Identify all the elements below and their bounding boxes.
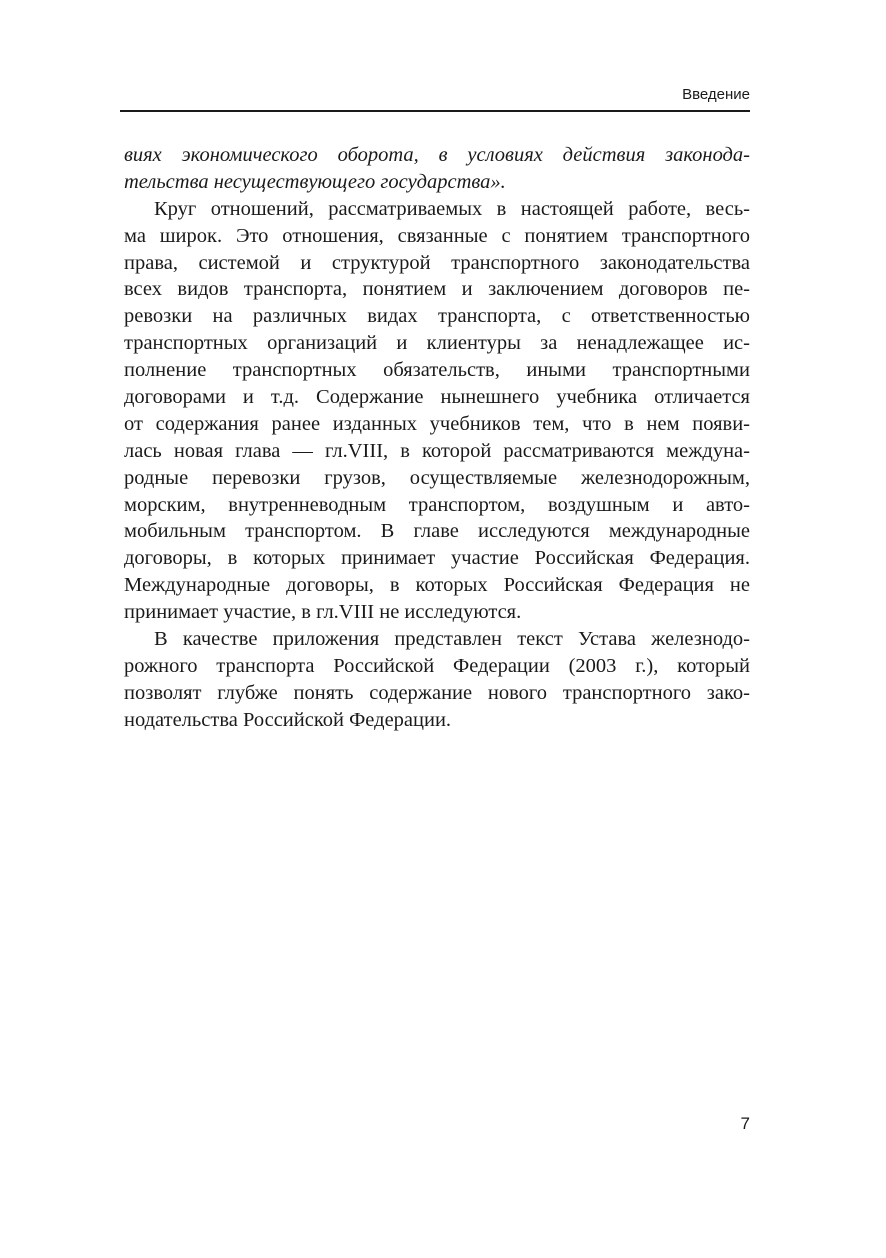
running-header-section-title: Введение: [682, 86, 750, 103]
body-line: Международные договоры, в которых Российская Федерация не: [124, 574, 750, 597]
body-line: рожного транспорта Российской Федерации (2003 г.), который: [124, 654, 750, 677]
body-line: всех видов транспорта, понятием и заключением договоров пе-: [124, 278, 750, 301]
body-line: полнение транспортных обязательств, иными транспортными: [124, 359, 750, 382]
body-line: принимает участие, в гл.VIII не исследуются.: [124, 601, 522, 624]
body-line: ма широк. Это отношения, связанные с понятием транспортного: [124, 224, 750, 247]
body-line: Круг отношений, рассматриваемых в настоящей работе, весь-: [154, 197, 750, 220]
body-line: родные перевозки грузов, осуществляемые железнодорожным,: [124, 466, 750, 489]
body-line: права, системой и структурой транспортного законодательства: [124, 251, 750, 274]
body-line: тельства несуществующего государства».: [124, 170, 506, 193]
body-line: от содержания ранее изданных учебников тем, что в нем появи-: [124, 412, 750, 435]
body-line: В качестве приложения представлен текст Устава железнодо-: [154, 628, 750, 651]
body-line: мобильным транспортом. В главе исследуются международные: [124, 520, 750, 543]
body-line: морским, внутренневодным транспортом, воздушным и авто-: [124, 493, 750, 516]
body-line: лась новая глава — гл.VIII, в которой рассматриваются междуна-: [124, 439, 750, 462]
header-rule: [120, 110, 750, 112]
body-line: транспортных организаций и клиентуры за ненадлежащее ис-: [124, 332, 750, 355]
body-line: договоры, в которых принимает участие Российская Федерация.: [124, 547, 750, 570]
body-line: виях экономического оборота, в условиях действия законода-: [124, 144, 750, 166]
body-line: нодательства Российской Федерации.: [124, 708, 452, 731]
body-line: позволят глубже понять содержание нового транспортного зако-: [124, 681, 750, 704]
page-body-text: [124, 142, 750, 734]
body-line: договорами и т.д. Содержание нынешнего учебника отличается: [124, 386, 750, 409]
page-number: 7: [740, 1114, 750, 1133]
body-line: ревозки на различных видах транспорта, с ответственностью: [124, 305, 750, 328]
